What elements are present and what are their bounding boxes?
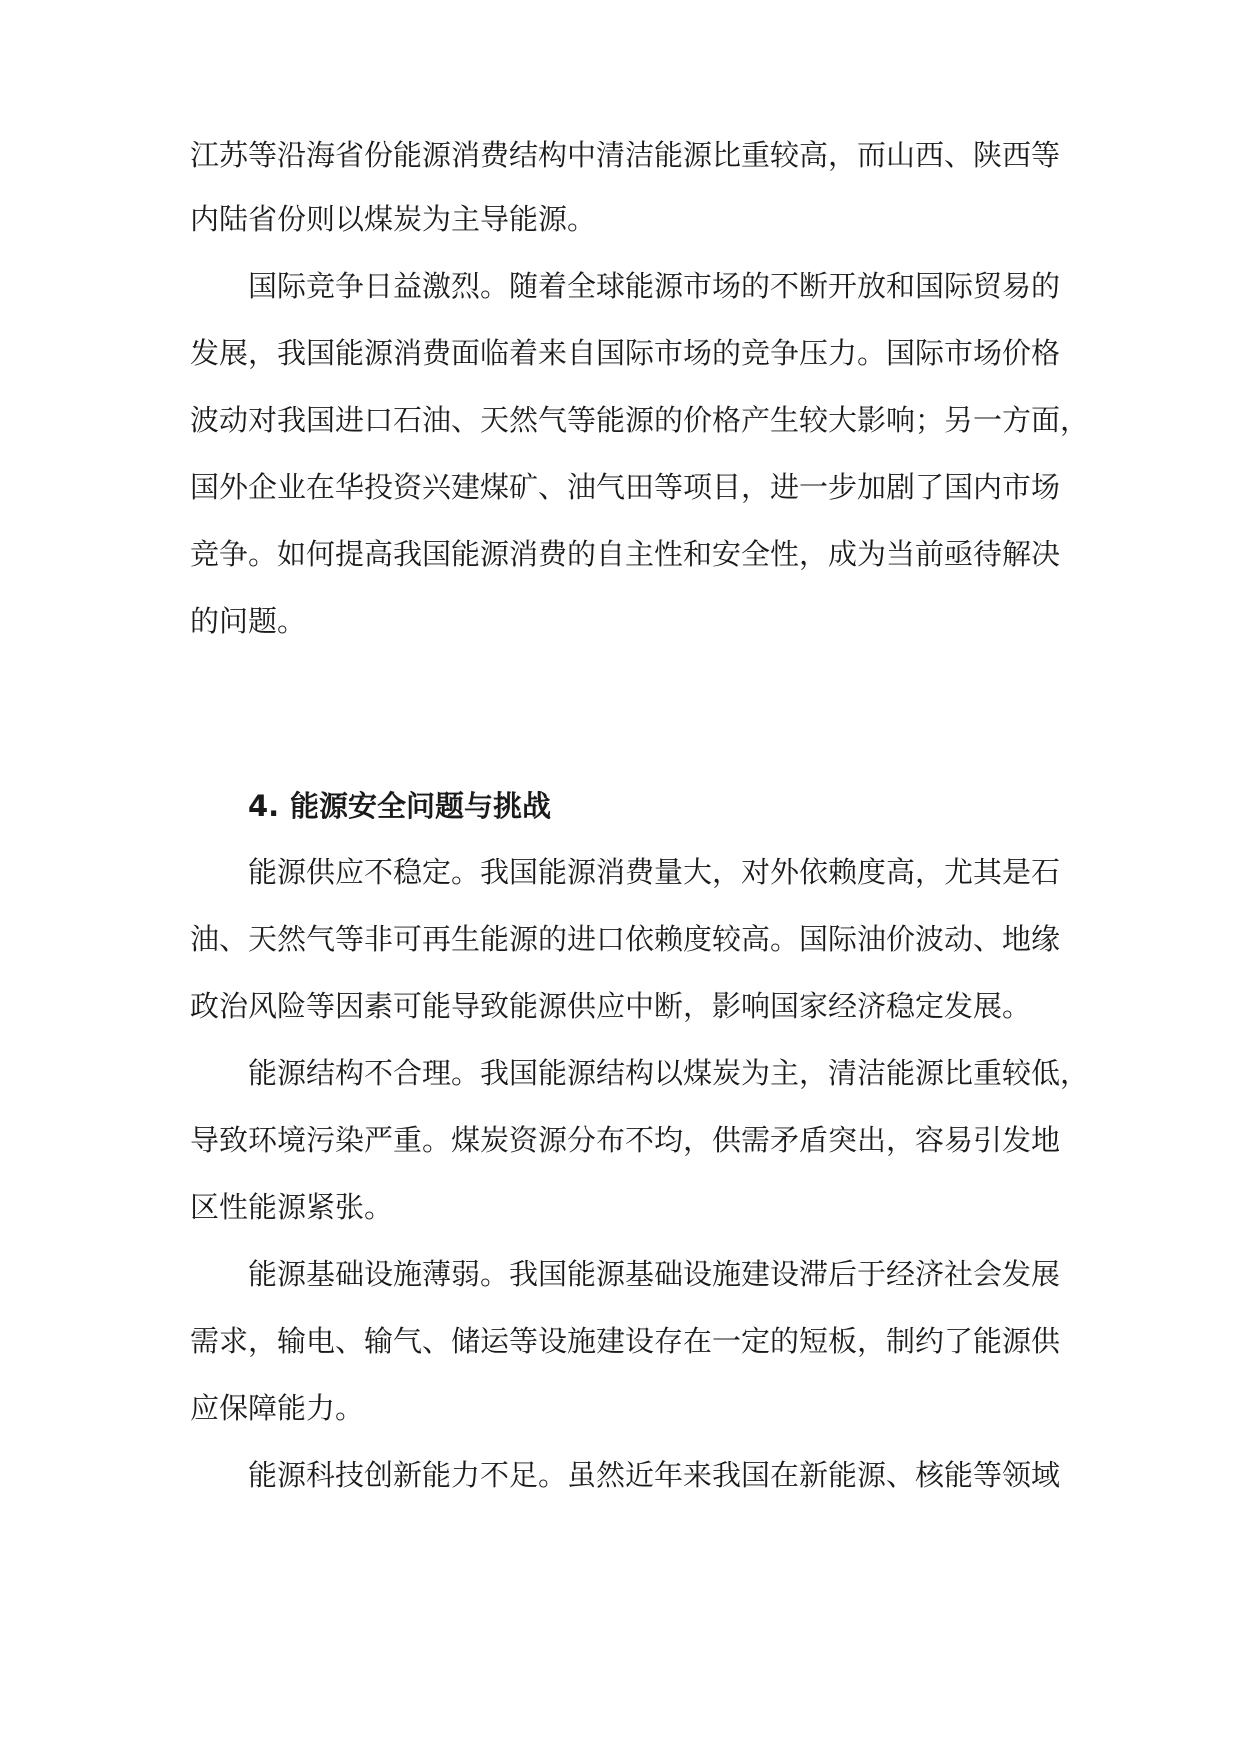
paragraph-line: 区性能源紧张。 [190,1190,394,1224]
section-title: 能源安全问题与挑战 [290,789,552,823]
paragraph-line: 油、天然气等非可再生能源的进口依赖度较高。国际油价波动、地缘 [190,922,1061,956]
paragraph-line: 内陆省份则以煤炭为主导能源。 [190,202,597,236]
paragraph-line: 能源科技创新能力不足。虽然近年来我国在新能源、核能等领域 [248,1458,1061,1492]
paragraph-line: 波动对我国进口石油、天然气等能源的价格产生较大影响；另一方面， [190,403,1090,437]
paragraph-line: 应保障能力。 [190,1391,365,1425]
paragraph-line: 政治风险等因素可能导致能源供应中断，影响国家经济稳定发展。 [190,989,1032,1023]
paragraph-line: 江苏等沿海省份能源消费结构中清洁能源比重较高，而山西、陕西等 [190,138,1061,172]
paragraph-line: 能源供应不稳定。我国能源消费量大，对外依赖度高，尤其是石 [248,855,1061,889]
paragraph-line: 国外企业在华投资兴建煤矿、油气田等项目，进一步加剧了国内市场 [190,470,1061,504]
paragraph-line: 的问题。 [190,604,307,638]
paragraph-line: 能源结构不合理。我国能源结构以煤炭为主，清洁能源比重较低， [248,1056,1090,1090]
section-number: 4. [248,789,280,823]
paragraph-line: 能源基础设施薄弱。我国能源基础设施建设滞后于经济社会发展 [248,1257,1061,1291]
paragraph-line: 需求，输电、输气、储运等设施建设存在一定的短板，制约了能源供 [190,1324,1061,1358]
paragraph-line: 导致环境污染严重。煤炭资源分布不均，供需矛盾突出，容易引发地 [190,1123,1061,1157]
section-heading [248,786,551,826]
paragraph-line: 发展，我国能源消费面临着来自国际市场的竞争压力。国际市场价格 [190,336,1061,370]
paragraph-line: 国际竞争日益激烈。随着全球能源市场的不断开放和国际贸易的 [248,269,1061,303]
paragraph-line: 竞争。如何提高我国能源消费的自主性和安全性，成为当前亟待解决 [190,537,1061,571]
